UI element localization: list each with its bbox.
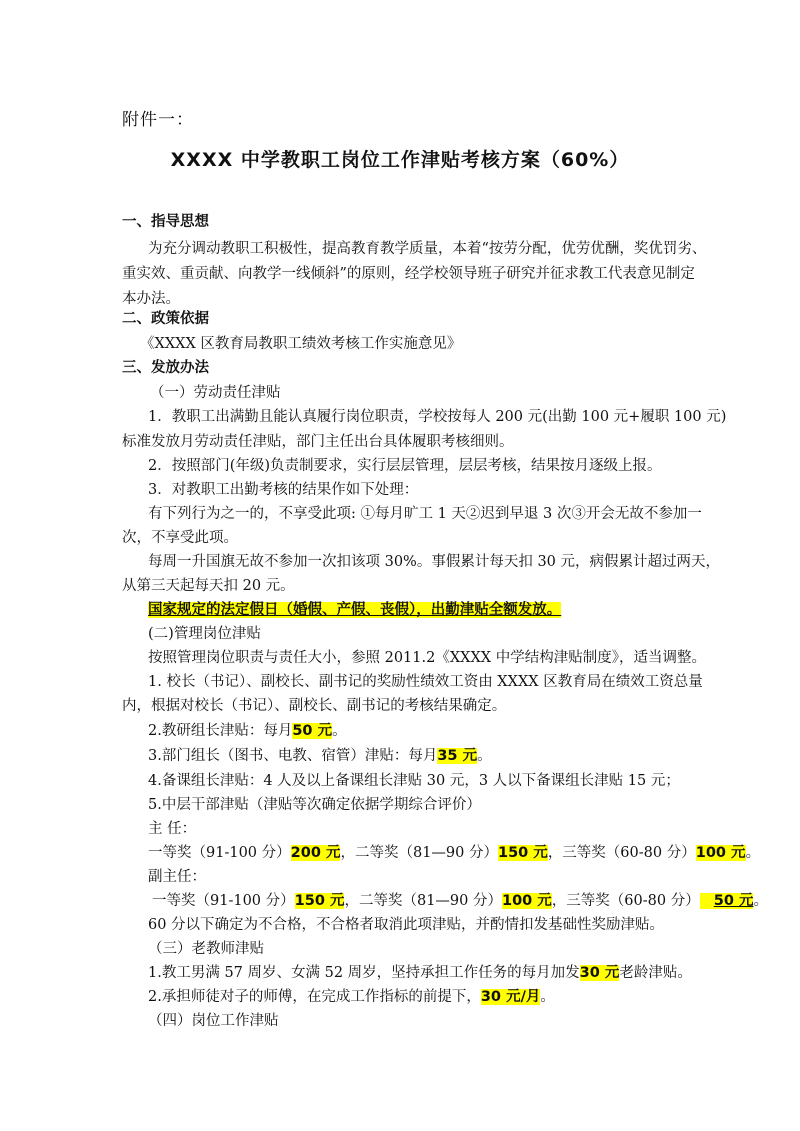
director-third-label: ，三等奖（60-80 分）: [547, 845, 696, 861]
deputy-second-label: ，二等奖（81—90 分）: [344, 893, 502, 909]
document-title: XXXX 中学教职工岗位工作津贴考核方案（60%）: [170, 149, 630, 171]
senior-item-2-end: 。: [540, 989, 555, 1005]
labor-item-1-line-1: 1．教职工出满勤且能认真履行岗位职责，学校按每人 200 元(出勤 100 元+履职 100 元): [148, 409, 727, 425]
management-item-3: [148, 746, 492, 766]
deduction-line-1: 每周一升国旗无故不参加一次扣该项 30%。事假累计每天扣 30 元，病假累计超过两天，: [148, 554, 721, 570]
deputy-second-amount: 100 元: [501, 893, 552, 909]
management-item-2: [148, 721, 347, 741]
policy-reference: 《XXXX 区教育局教职工绩效考核工作实施意见》: [140, 336, 462, 352]
deputy-first-amount: 150 元: [294, 893, 345, 909]
senior-item-1: [148, 963, 692, 983]
senior-item-2-amount: 30 元/月: [480, 989, 541, 1005]
fail-note: 60 分以下确定为不合格，不合格者取消此项津贴，并酌情扣发基础性奖励津贴。: [148, 917, 665, 933]
management-item-5: 5.中层干部津贴（津贴等次确定依据学期综合评价）: [148, 797, 481, 813]
senior-item-1-label: 1.教工男满 57 周岁、女满 52 周岁，坚持承担工作任务的每月加发: [148, 965, 580, 981]
subsection-management-allowance: (二)管理岗位津贴: [148, 626, 261, 642]
section-heading-method: 三、发放办法: [122, 360, 209, 376]
subsection-senior-teacher: （三）老教师津贴: [148, 941, 264, 957]
item-3-end: 。: [477, 748, 492, 764]
labor-item-2: 2．按照部门(年级)负责制要求，实行层层管理，层层考核，结果按月逐级上报。: [148, 458, 662, 474]
deputy-third-label: ，三等奖（60-80 分）: [551, 893, 700, 909]
item-3-label: 3.部门组长（图书、电教、宿管）津贴：每月: [148, 748, 438, 764]
director-second-label: ，二等奖（81—90 分）: [340, 845, 498, 861]
management-item-4: 4.备课组长津贴：4 人及以上备课组长津贴 30 元，3 人以下备课组长津贴 15 元；: [148, 773, 680, 789]
guiding-text-line-1: 为充分调动教职工积极性，提高教育教学质量，本着“按劳分配，优劳优酬，奖优罚劣、: [148, 241, 707, 257]
management-item-1-line-2: 内，根据对校长（书记）、副校长、副书记的考核结果确定。: [122, 698, 507, 714]
holiday-note: [148, 600, 561, 620]
holiday-note-highlight: 国家规定的法定假日（婚假、产假、丧假），出勤津贴全额发放。: [148, 602, 562, 618]
subsection-labor-allowance: （一）劳动责任津贴: [150, 385, 281, 401]
senior-item-2-label: 2.承担师徒对子的师傅，在完成工作指标的前提下，: [148, 989, 481, 1005]
section-heading-guiding: 一、指导思想: [122, 214, 209, 230]
director-first-label: 一等奖（91-100 分）: [148, 845, 291, 861]
guiding-text-line-2: 重实效、重贡献、向教学一线倾斜”的原则，经学校领导班子研究并征求教工代表意见制定: [122, 266, 695, 282]
guiding-text-line-3: 本办法。: [122, 291, 180, 307]
annex-label: 附件一：: [122, 110, 194, 130]
section-heading-policy: 二、政策依据: [122, 311, 209, 327]
director-first-amount: 200 元: [290, 845, 341, 861]
labor-item-1-line-2: 标准发放月劳动责任津贴，部门主任出台具体履职考核细则。: [122, 434, 514, 450]
senior-item-1-amount: 30 元: [579, 965, 620, 981]
deputy-first-label: 一等奖（91-100 分）: [152, 893, 295, 909]
item-2-label: 2.教研组长津贴：每月: [148, 723, 293, 739]
director-third-amount: 100 元: [695, 845, 746, 861]
item-2-end: 。: [332, 723, 347, 739]
director-end: 。: [745, 845, 761, 861]
senior-item-1-end: 老龄津贴。: [619, 965, 692, 981]
director-second-amount: 150 元: [497, 845, 548, 861]
labor-rule-line-2: 次，不享受此项。: [122, 530, 238, 546]
management-item-1-line-1: 1. 校长（书记）、副校长、副书记的奖励性绩效工资由 XXXX 区教育局在绩效工资总量: [148, 674, 703, 690]
subsection-post-allowance: （四）岗位工作津贴: [148, 1013, 279, 1029]
labor-item-3: 3．对教职工出勤考核的结果作如下处理：: [148, 482, 419, 498]
deputy-end: 。: [753, 893, 768, 909]
labor-rule-line-1: 有下列行为之一的，不享受此项: ①每月旷工 1 天②迟到早退 3 次③开会无故不参加一: [148, 506, 702, 522]
senior-item-2: [148, 987, 555, 1007]
director-awards: [148, 843, 760, 863]
director-label: 主 任：: [148, 821, 197, 837]
deputy-third-amount: 50 元: [700, 893, 754, 909]
item-2-amount: 50 元: [292, 723, 333, 739]
deputy-awards: [152, 891, 768, 911]
deputy-label: 副主任：: [148, 869, 206, 885]
item-3-amount: 35 元: [437, 748, 478, 764]
deduction-line-2: 从第三天起每天扣 20 元。: [122, 578, 295, 594]
management-text: 按照管理岗位职责与责任大小，参照 2011.2《XXXX 中学结构津贴制度》，适当调整。: [148, 650, 706, 666]
